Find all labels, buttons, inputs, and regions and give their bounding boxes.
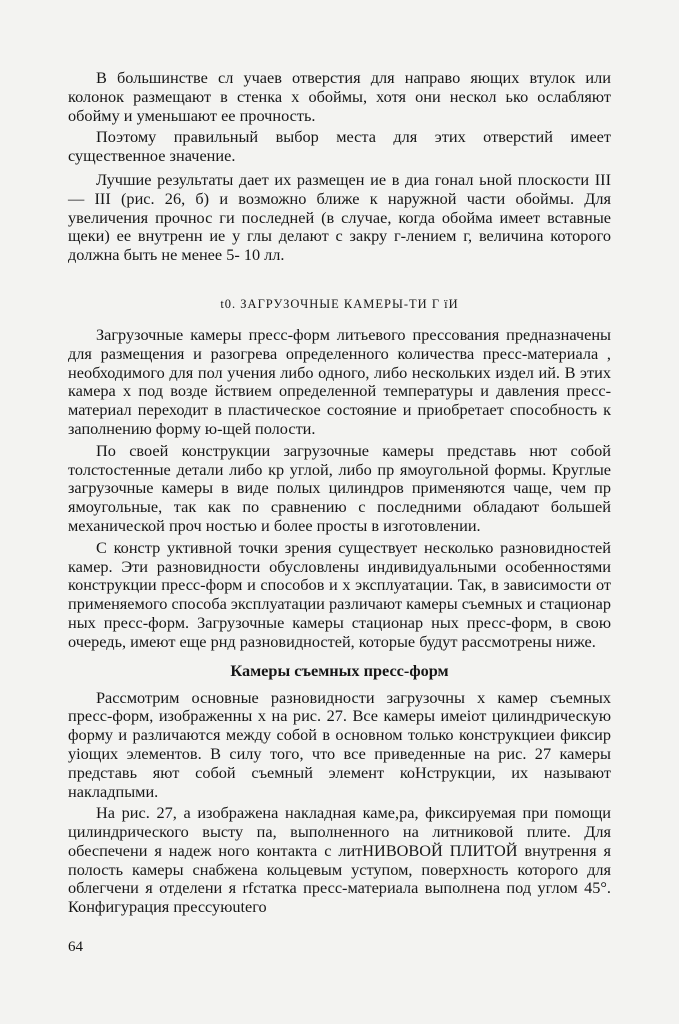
- paragraph: По своей конструкции загрузочные камеры представь нют собой толстостенные детали либо кр углой, либо пр ямоугольной формы. Круглые загрузочные камеры в виде полых цилиндров применяются чаще, чем пр ямоугольные, так как по сравнению с последними обладают большей механической проч ностью и более просты в изготовлении.: [68, 440, 611, 535]
- section-heading: t0. ЗАГРУЗОЧНЫЕ КАМЕРЫ-ТИ Г ïИ: [220, 296, 459, 311]
- paragraph: С констр уктивной точки зрения существует несколько разновидностей камер. Эти разновидности обусловлены индивидуальными особенностями конструкции пресс-форм и способов и х эксплуатации. Так, в зависимости от применяемого способа эксплуатации различают камеры съемных и стационар ных пресс-форм. Загрузочные камеры стационар ных пресс-форм, в свою очередь, имеют еще рнд разновидностей, которые будут рассмотрены ниже.: [68, 537, 611, 651]
- page-number: 64: [68, 939, 83, 955]
- paragraph: Поэтому правильный выбор места для этих отверстий имеет существенное значение.: [68, 127, 611, 166]
- paragraph: В большинстве сл учаев отверстия для направо яющих втулок или колонок размещают в стенка х обоймы, хотя они нескол ько ослабляют обойму и уменьшают ее прочность.: [68, 68, 611, 125]
- sub-heading: Камеры съемных пресс-форм: [230, 660, 449, 680]
- paragraph: Лучшие результаты дает их размещен ие в диа гонал ьной плоскости III — III (рис. 26, б) и возможно ближе к наружной части обоймы. Для увеличения прочнос ги последней (в случае, когда обойма имеет вставные щеки) ее внутренн ие у глы делают с закру г-лением г, величина которого должна быть не менее 5- 10 лл.: [68, 169, 611, 265]
- paragraph: Загрузочные камеры пресс-форм литьевого прессования предназначены для размещения и разогрева определенного количества пресс-материала , необходимого для пол учения либо одного, либо нескольких издел ий. В этих камера х под возде йствием определенной температуры и давления пресс-материал переходит в пластическое состояние и приобретает способность к заполнению форму ю-щей полости.: [68, 324, 611, 438]
- paragraph: На рис. 27, а изображена накладная каме,ра, фиксируемая при помощи цилиндрического высту па, выполненного на литниковой плите. Для обеспечени я надеж ного контакта с литНИВОВОЙ ПЛИТОЙ внутрення я полость камеры снабжена кольцевым уступом, поверхность которого для облегчени я отделени я rfстатка пресс-материала выполнена под углом 45°. Конфигурация прессуюutего: [68, 803, 611, 917]
- paragraph: Рассмотрим основные разновидности загрузочны х камер съемных пресс-форм, изображенны х на рис. 27. Все камеры имеiот цилиндрическую форму и различаются между собой в основном только конструкциеи фиксир уioщих элементов. В силу того, что все приведенные на рис. 27 камеры представь яют собой съемный элемент коНструкции, их называют накладпыми.: [68, 687, 611, 801]
